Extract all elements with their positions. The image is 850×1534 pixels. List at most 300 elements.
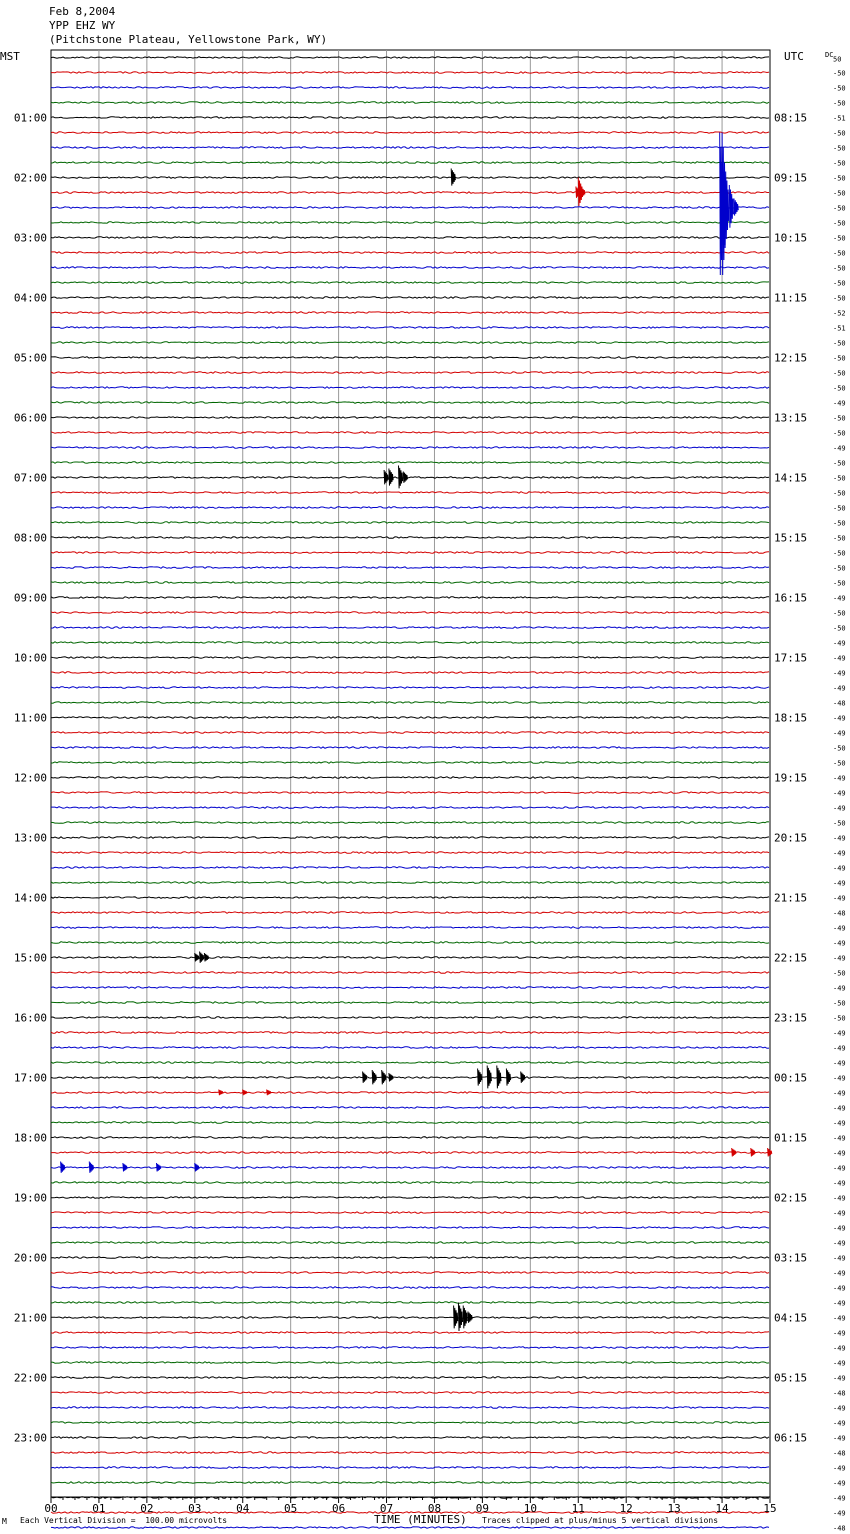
- dc-offset: -49: [833, 1284, 846, 1293]
- trace-line: [51, 57, 769, 59]
- right-hour-label: 00:15: [774, 1071, 808, 1085]
- dc-offset: -48: [833, 909, 846, 918]
- trace-line: [51, 402, 769, 404]
- right-hour-label: 04:15: [774, 1311, 808, 1325]
- dc-offset: -50: [833, 429, 846, 438]
- right-hour-label: 01:15: [774, 1131, 808, 1145]
- dc-offset: -50: [833, 819, 846, 828]
- trace-line: [51, 312, 769, 314]
- trace-line: [51, 582, 769, 584]
- trace-line: [51, 147, 769, 149]
- dc-offset: -49: [833, 1164, 846, 1173]
- dc-offset: -49: [833, 399, 846, 408]
- event-burst: [725, 163, 729, 249]
- trace-line: [51, 1197, 769, 1199]
- trace-line: [51, 687, 769, 689]
- dc-offset: -50: [833, 219, 846, 228]
- event-burst: [468, 1312, 472, 1323]
- trace-line: [51, 852, 769, 854]
- trace-line: [51, 297, 769, 299]
- dc-offset: -50: [833, 459, 846, 468]
- x-tick-label: 11: [571, 1502, 585, 1515]
- trace-line: [51, 1362, 769, 1364]
- left-hour-label: 08:00: [13, 531, 47, 545]
- x-tick-label: 07: [379, 1502, 394, 1515]
- right-hour-label: 17:15: [774, 651, 808, 665]
- trace-line: [51, 162, 769, 164]
- right-hour-label: 18:15: [774, 711, 808, 725]
- dc-offset: -49: [833, 1419, 846, 1428]
- trace-line: [51, 762, 769, 764]
- clip-note: Traces clipped at plus/minus 5 vertical divisions: [482, 1516, 719, 1525]
- trace-line: [51, 732, 769, 734]
- dc-offset: -50: [833, 234, 846, 243]
- dc-offset: -49: [833, 924, 846, 933]
- dc-offset: -50: [833, 609, 846, 618]
- left-hour-label: 10:00: [13, 651, 47, 665]
- dc-offset: -49: [833, 1089, 846, 1098]
- trace-line: [51, 447, 769, 449]
- trace-line: [51, 702, 769, 704]
- trace-line: [51, 927, 769, 929]
- x-tick-label: 03: [188, 1502, 202, 1515]
- dc-offset: -49: [833, 984, 846, 993]
- dc-offset: -50: [833, 759, 846, 768]
- footer-mark: M: [2, 1517, 7, 1526]
- event-burst: [732, 1148, 736, 1157]
- dc-offset: -49: [833, 1494, 846, 1503]
- dc-offset: -49: [833, 1269, 846, 1278]
- trace-line: [51, 1287, 769, 1289]
- dc-offset: -49: [833, 1074, 846, 1083]
- dc-offset-labels: [825, 51, 846, 1533]
- dc-offset: -49: [833, 1479, 846, 1488]
- event-burst: [89, 1162, 93, 1173]
- trace-line: [51, 1347, 769, 1349]
- trace-line: [51, 1272, 769, 1274]
- trace-line: [51, 1227, 769, 1229]
- event-burst: [751, 1148, 755, 1157]
- dc-offset: -50: [833, 414, 846, 423]
- dc-offset: -49: [833, 804, 846, 813]
- event-burst: [389, 469, 393, 486]
- station-code: YPP EHZ WY: [49, 19, 116, 32]
- trace-line: [51, 672, 769, 674]
- scale-note: Each Vertical Division = 100.00 microvolts: [20, 1516, 228, 1525]
- left-hour-label: 14:00: [13, 891, 47, 905]
- trace-line: [51, 1107, 769, 1109]
- event-burst: [372, 1070, 376, 1084]
- trace-line: [51, 1437, 769, 1439]
- trace-line: [51, 192, 769, 194]
- dc-offset: -50: [833, 534, 846, 543]
- left-hour-label: 11:00: [13, 711, 47, 725]
- trace-line: [51, 537, 769, 539]
- right-hour-label: 05:15: [774, 1371, 808, 1385]
- right-hour-label: 13:15: [774, 411, 808, 425]
- dc-offset: -49: [833, 729, 846, 738]
- dc-offset: -50: [833, 549, 846, 558]
- trace-line: [51, 132, 769, 134]
- left-hour-label: 20:00: [13, 1251, 47, 1265]
- x-tick-label: 12: [619, 1502, 633, 1515]
- dc-offset: -49: [833, 1239, 846, 1248]
- x-tick-label: 13: [667, 1502, 681, 1515]
- trace-line: [51, 1062, 769, 1064]
- trace-line: [51, 477, 769, 479]
- dc-offset: -50: [833, 129, 846, 138]
- trace-line: [51, 87, 769, 89]
- dc-offset: -50: [833, 624, 846, 633]
- dc-offset: -50: [833, 204, 846, 213]
- right-hour-label: 03:15: [774, 1251, 808, 1265]
- trace-line: [51, 387, 769, 389]
- trace-line: [51, 282, 769, 284]
- left-hour-label: 16:00: [13, 1011, 47, 1025]
- left-hour-label: 15:00: [13, 951, 47, 965]
- dc-offset: -49: [833, 1119, 846, 1128]
- dc-offset: -49: [833, 849, 846, 858]
- dc-offset: -49: [833, 894, 846, 903]
- trace-line: [51, 1152, 769, 1154]
- event-burst: [463, 1306, 467, 1329]
- right-hour-label: 21:15: [774, 891, 808, 905]
- trace-line: [51, 1332, 769, 1334]
- left-hour-label: 09:00: [13, 591, 47, 605]
- trace-line: [51, 177, 769, 179]
- x-tick-label: 15: [763, 1502, 777, 1515]
- trace-line: [51, 222, 769, 224]
- event-burst: [204, 953, 208, 962]
- dc-offset: -49: [833, 789, 846, 798]
- event-burst: [200, 952, 204, 963]
- event-burst: [389, 1073, 393, 1082]
- trace-lines: [51, 57, 769, 1529]
- trace-line: [51, 492, 769, 494]
- event-burst: [458, 1303, 462, 1332]
- x-tick-label: 01: [92, 1502, 106, 1515]
- trace-line: [51, 822, 769, 824]
- right-hour-label: 09:15: [774, 171, 808, 185]
- dc-offset: -50: [833, 1014, 846, 1023]
- right-hour-label: 15:15: [774, 531, 808, 545]
- event-burst: [521, 1072, 525, 1083]
- dc-offset: -50: [833, 174, 846, 183]
- trace-line: [51, 1467, 769, 1469]
- dc-offset: -50: [833, 579, 846, 588]
- left-hour-label: 13:00: [13, 831, 47, 845]
- trace-line: [51, 912, 769, 914]
- event-burst: [506, 1069, 510, 1086]
- trace-line: [51, 1302, 769, 1304]
- right-hour-label: 22:15: [774, 951, 808, 965]
- dc-offset: -50: [833, 489, 846, 498]
- dc-offset: -49: [833, 639, 846, 648]
- dc-offset: -49: [833, 774, 846, 783]
- dc-offset: -49: [833, 1374, 846, 1383]
- right-hour-label: 19:15: [774, 771, 808, 785]
- dc-offset: -49: [833, 1149, 846, 1158]
- dc-offset: -52: [833, 309, 846, 318]
- station-location: (Pitchstone Plateau, Yellowstone Park, WY): [49, 33, 328, 46]
- trace-line: [51, 102, 769, 104]
- event-burst: [382, 1070, 386, 1084]
- trace-line: [51, 1092, 769, 1094]
- trace-line: [51, 867, 769, 869]
- trace-line: [51, 597, 769, 599]
- trace-line: [51, 462, 769, 464]
- right-hour-label: 12:15: [774, 351, 808, 365]
- trace-line: [51, 1017, 769, 1019]
- x-tick-label: 02: [140, 1502, 154, 1515]
- trace-line: [51, 1122, 769, 1124]
- right-timezone-label: UTC: [784, 50, 804, 63]
- left-hour-label: 23:00: [13, 1431, 47, 1445]
- trace-line: [51, 1137, 769, 1139]
- dc-offset: -49: [833, 1359, 846, 1368]
- dc-offset: -50: [833, 354, 846, 363]
- trace-line: [51, 1047, 769, 1049]
- trace-line: [51, 972, 769, 974]
- event-burst: [195, 1163, 199, 1172]
- trace-line: [51, 1002, 769, 1004]
- event-burst: [195, 953, 199, 962]
- event-burst: [61, 1162, 65, 1173]
- trace-line: [51, 987, 769, 989]
- dc-offset: -49: [833, 1104, 846, 1113]
- dc-offset: -50: [833, 294, 846, 303]
- trace-line: [51, 237, 769, 239]
- x-tick-label: 09: [475, 1502, 490, 1515]
- trace-line: [51, 1422, 769, 1424]
- trace-line: [51, 1257, 769, 1259]
- trace-line: [51, 1452, 769, 1454]
- dc-offset: -50: [833, 369, 846, 378]
- trace-line: [51, 372, 769, 374]
- dc-offset: -50: [833, 519, 846, 528]
- dc-offset: -50: [833, 99, 846, 108]
- right-hour-label: 23:15: [774, 1011, 808, 1025]
- event-burst: [734, 199, 738, 216]
- event-burst: [403, 472, 407, 483]
- dc-offset: -49: [833, 834, 846, 843]
- right-hour-label: 11:15: [774, 291, 808, 305]
- trace-line: [51, 357, 769, 359]
- right-hour-labels: [774, 112, 807, 1445]
- trace-line: [51, 792, 769, 794]
- dc-offset: -49: [833, 669, 846, 678]
- left-hour-label: 06:00: [13, 411, 47, 425]
- trace-line: [51, 432, 769, 434]
- right-hour-label: 16:15: [774, 591, 808, 605]
- dc-offset: -50: [833, 474, 846, 483]
- trace-line: [51, 657, 769, 659]
- x-tick-label: 05: [284, 1502, 298, 1515]
- dc-label: DC: [825, 51, 834, 59]
- trace-line: [51, 522, 769, 524]
- trace-line: [51, 717, 769, 719]
- dc-offset: -50: [833, 564, 846, 573]
- dc-offset: -49: [833, 1179, 846, 1188]
- trace-line: [51, 777, 769, 779]
- trace-line: [51, 1392, 769, 1394]
- trace-line: [51, 897, 769, 899]
- trace-line: [51, 837, 769, 839]
- event-burst: [243, 1090, 247, 1096]
- event-burst: [497, 1066, 501, 1089]
- left-hour-label: 12:00: [13, 771, 47, 785]
- left-hour-label: 04:00: [13, 291, 47, 305]
- trace-line: [51, 507, 769, 509]
- dc-offset: -49: [833, 939, 846, 948]
- event-burst: [454, 1306, 458, 1329]
- dc-offset: -49: [833, 1194, 846, 1203]
- trace-line: [51, 552, 769, 554]
- dc-offset: -49: [833, 879, 846, 888]
- dc-offset: -49: [833, 1224, 846, 1233]
- right-hour-label: 02:15: [774, 1191, 808, 1205]
- trace-line: [51, 267, 769, 269]
- trace-line: [51, 747, 769, 749]
- event-burst: [123, 1163, 127, 1172]
- dc-offset: -49: [833, 1044, 846, 1053]
- left-hour-label: 02:00: [13, 171, 47, 185]
- dc-offset: -50: [833, 384, 846, 393]
- trace-line: [51, 1527, 769, 1529]
- event-burst: [451, 169, 455, 186]
- dc-offset: -50: [833, 69, 846, 78]
- trace-line: [51, 117, 769, 119]
- left-hour-label: 19:00: [13, 1191, 47, 1205]
- x-axis-title: TIME (MINUTES): [374, 1513, 467, 1526]
- x-tick-label: 00: [44, 1502, 58, 1515]
- right-hour-label: 10:15: [774, 231, 808, 245]
- event-burst: [219, 1090, 223, 1096]
- event-burst: [399, 466, 403, 489]
- right-hour-label: 08:15: [774, 111, 808, 125]
- dc-offset: -50: [833, 159, 846, 168]
- x-tick-label: 10: [523, 1502, 537, 1515]
- dc-offset: -49: [833, 1434, 846, 1443]
- dc-offset: -49: [833, 1209, 846, 1218]
- trace-line: [51, 942, 769, 944]
- left-hour-label: 21:00: [13, 1311, 47, 1325]
- dc-offset: -49: [833, 1134, 846, 1143]
- x-tick-label: 04: [236, 1502, 250, 1515]
- left-timezone-label: MST: [0, 50, 20, 63]
- dc-offset: -49: [833, 444, 846, 453]
- dc-offset: -50: [833, 144, 846, 153]
- dc-offset: -49: [833, 1314, 846, 1323]
- right-hour-label: 06:15: [774, 1431, 808, 1445]
- trace-line: [51, 327, 769, 329]
- event-burst: [267, 1090, 271, 1096]
- dc-offset: -49: [833, 654, 846, 663]
- dc-offset: -50: [833, 969, 846, 978]
- dc-offset: -50: [833, 999, 846, 1008]
- left-hour-label: 03:00: [13, 231, 47, 245]
- trace-line: [51, 882, 769, 884]
- trace-line: [51, 417, 769, 419]
- dc-offset: -50: [833, 504, 846, 513]
- dc-offset: -49: [833, 684, 846, 693]
- left-hour-label: 05:00: [13, 351, 47, 365]
- dc-offset: -49: [833, 1254, 846, 1263]
- left-hour-label: 17:00: [13, 1071, 47, 1085]
- event-burst: [478, 1069, 482, 1086]
- dc-offset: -50: [833, 249, 846, 258]
- trace-line: [51, 1032, 769, 1034]
- dc-offset: -49: [833, 1509, 846, 1518]
- trace-line: [51, 1317, 769, 1319]
- dc-offset: -49: [833, 864, 846, 873]
- trace-line: [51, 1377, 769, 1379]
- dc-offset: 50: [833, 55, 842, 64]
- dc-offset: -50: [833, 264, 846, 273]
- trace-line: [51, 1212, 769, 1214]
- event-burst: [363, 1072, 367, 1083]
- trace-line: [51, 1077, 769, 1079]
- trace-line: [51, 567, 769, 569]
- left-hour-labels: [14, 112, 47, 1445]
- trace-line: [51, 807, 769, 809]
- trace-line: [51, 72, 769, 74]
- x-tick-label: 08: [427, 1502, 442, 1515]
- right-hour-label: 14:15: [774, 471, 808, 485]
- trace-line: [51, 642, 769, 644]
- dc-offset: -49: [833, 1404, 846, 1413]
- trace-line: [51, 1182, 769, 1184]
- x-tick-label: 14: [715, 1502, 729, 1515]
- dc-offset: -48: [833, 1524, 846, 1533]
- left-hour-label: 22:00: [13, 1371, 47, 1385]
- dc-offset: -49: [833, 1059, 846, 1068]
- event-burst: [487, 1066, 491, 1089]
- trace-line: [51, 1482, 769, 1484]
- plot-date: Feb 8,2004: [49, 5, 116, 18]
- dc-offset: -49: [833, 1464, 846, 1473]
- dc-offset: -49: [833, 1299, 846, 1308]
- trace-line: [51, 207, 769, 209]
- trace-line: [51, 1242, 769, 1244]
- right-hour-label: 20:15: [774, 831, 808, 845]
- event-burst: [157, 1163, 161, 1172]
- trace-line: [51, 627, 769, 629]
- left-hour-label: 01:00: [13, 111, 47, 125]
- dc-offset: -48: [833, 699, 846, 708]
- dc-offset: -51: [833, 114, 846, 123]
- trace-line: [51, 252, 769, 254]
- dc-offset: -49: [833, 1344, 846, 1353]
- dc-offset: -49: [833, 714, 846, 723]
- trace-line: [51, 342, 769, 344]
- trace-line: [51, 612, 769, 614]
- dc-offset: -50: [833, 84, 846, 93]
- left-hour-label: 07:00: [13, 471, 47, 485]
- dc-offset: -50: [833, 189, 846, 198]
- trace-line: [51, 1407, 769, 1409]
- dc-offset: -51: [833, 324, 846, 333]
- dc-offset: -48: [833, 1449, 846, 1458]
- dc-offset: -50: [833, 279, 846, 288]
- trace-line: [51, 957, 769, 959]
- dc-offset: -49: [833, 594, 846, 603]
- dc-offset: -49: [833, 1029, 846, 1038]
- dc-offset: -49: [833, 954, 846, 963]
- left-hour-label: 18:00: [13, 1131, 47, 1145]
- x-tick-label: 06: [331, 1502, 346, 1515]
- dc-offset: -49: [833, 1329, 846, 1338]
